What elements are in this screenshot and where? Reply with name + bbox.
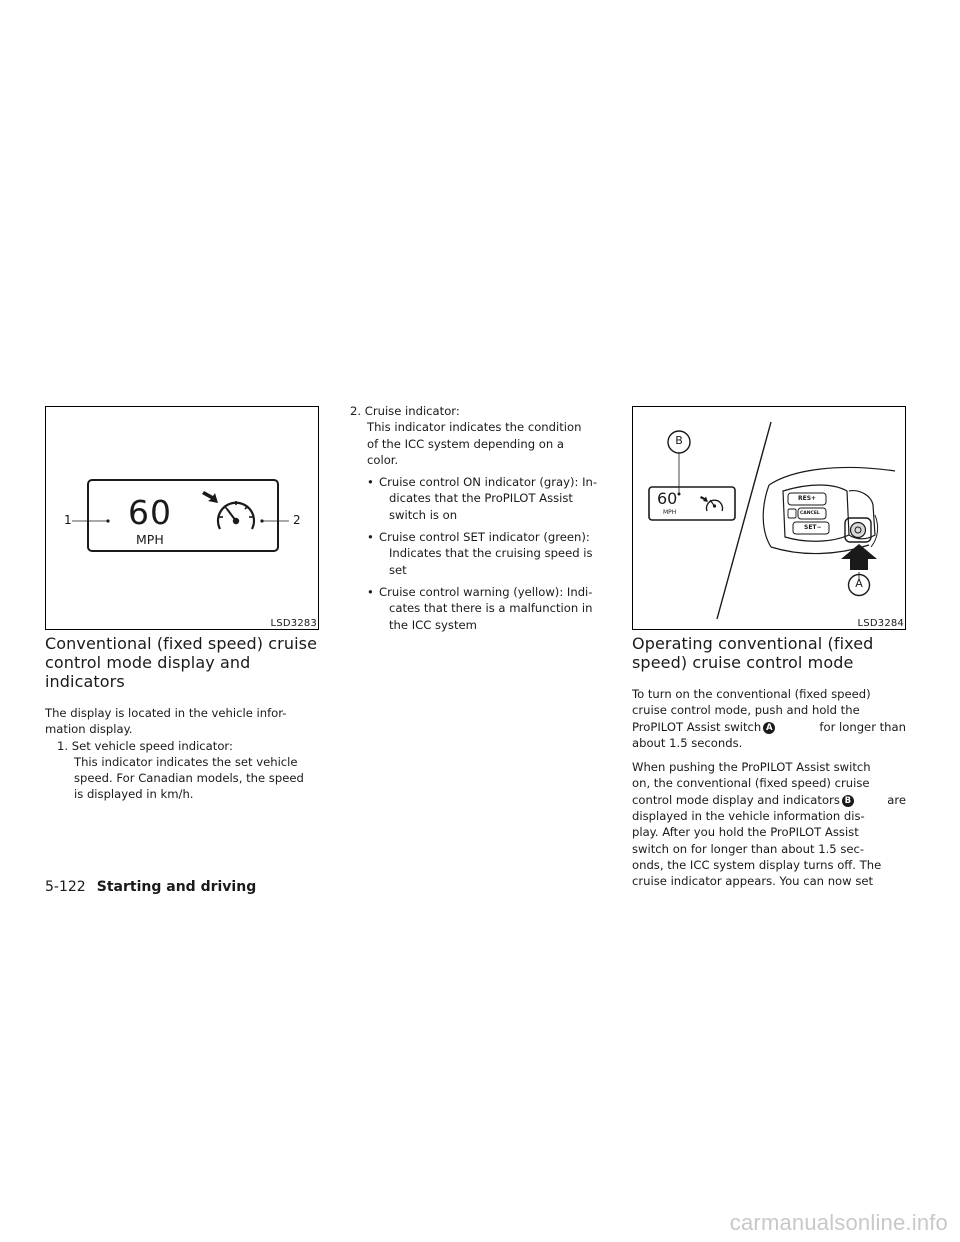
- intro-paragraph: The display is located in the vehicle infor- mation display.: [45, 706, 287, 737]
- ref-badge-b: B: [842, 795, 854, 807]
- arrow-icon: [202, 491, 218, 503]
- list-item-set-speed: [45, 738, 319, 803]
- ref-badge-a: A: [763, 722, 775, 734]
- cancel-button-label: CANCEL: [800, 511, 820, 516]
- callout-a: A: [855, 577, 863, 590]
- cruise-display-illustration: [46, 407, 318, 629]
- res-plus-button-label: RES+: [798, 495, 817, 502]
- cruise-gauge-icon: [707, 500, 723, 511]
- figure-code: LSD3284: [857, 618, 904, 629]
- bullet-icon: •: [367, 530, 374, 545]
- page-footer: [45, 876, 256, 895]
- display-speed-unit: MPH: [663, 509, 677, 516]
- display-speed-unit: MPH: [136, 532, 164, 547]
- figure-propilot-switch: [632, 406, 906, 630]
- bullet-icon: •: [367, 475, 374, 490]
- callout-b: B: [675, 434, 683, 447]
- display-speed-value: 60: [657, 489, 678, 508]
- display-speed-value: 60: [128, 493, 172, 532]
- page-number: 5-122: [45, 879, 86, 895]
- figure-code: LSD3283: [270, 618, 317, 629]
- list-item: • Cruise control warning (yellow): Indi- cates that there is a malfunction in the ICC system: [367, 584, 593, 632]
- figure-cruise-display: [45, 406, 319, 630]
- propilot-switch-icon: [851, 523, 866, 538]
- section-cruise-indicator: [338, 403, 612, 633]
- arrow-icon: [700, 496, 708, 502]
- cruise-gauge-icon: [218, 501, 254, 529]
- item-description: This indicator indicates the condition of the ICC system depending on a color.: [367, 420, 582, 467]
- paragraph-pushing-switch: When pushing the ProPILOT Assist switch on, the conventional (fixed speed) cruise control mode display and indicators B are displayed in the vehicle information dis- play. After you hold the ProPILOT Assist switch on for longer than about 1.5 sec- onds, the ICC system display turns off. The cruise indicator appears. You can now set: [632, 760, 906, 889]
- bullet-icon: •: [367, 584, 374, 599]
- bullet-list: [338, 474, 612, 633]
- callout-1: 1: [64, 513, 72, 527]
- item-description: This indicator indicates the set vehicle speed. For Canadian models, the speed is displayed in km/h.: [74, 754, 304, 802]
- chapter-title: Starting and driving: [96, 879, 257, 895]
- section-heading: Conventional (fixed speed) cruise control mode display and indicators: [45, 634, 318, 691]
- section-display-indicators: [45, 634, 319, 803]
- set-minus-button-label: SET−: [804, 524, 822, 531]
- callout-2: 2: [293, 513, 301, 527]
- section-operating-cruise: [632, 634, 906, 890]
- list-item: • Cruise control ON indicator (gray): In- dicates that the ProPILOT Assist switch is on: [367, 475, 598, 522]
- pointer-arrow-icon: [841, 544, 877, 570]
- list-item-cruise-indicator: [338, 403, 612, 468]
- list-item: • Cruise control SET indicator (green): Indicates that the cruising speed is set: [367, 530, 593, 577]
- paragraph-turn-on: To turn on the conventional (fixed speed) cruise control mode, push and hold the ProPILOT Assist switch A for longer than about 1.5 seconds.: [632, 687, 906, 750]
- watermark-link[interactable]: carmanualsonline.info: [729, 1210, 948, 1235]
- item-label: 1. Set vehicle speed indicator:: [57, 738, 233, 753]
- section-heading: Operating conventional (fixed speed) cruise control mode: [632, 634, 874, 672]
- item-label: 2. Cruise indicator:: [350, 404, 460, 418]
